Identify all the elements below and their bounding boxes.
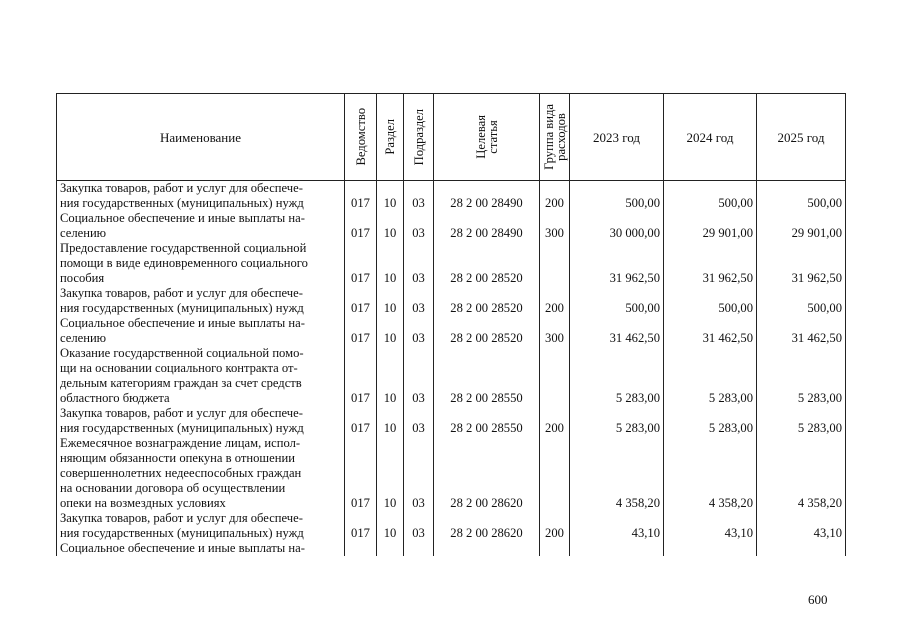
table-row xyxy=(57,241,846,286)
cell-2025: 5 283,00 xyxy=(757,346,846,406)
table-row xyxy=(57,541,846,556)
table-body xyxy=(57,181,846,557)
cell-2025: 29 901,00 xyxy=(757,211,846,241)
cell-target: 28 2 00 28520 xyxy=(434,241,540,286)
cell-2023: 500,00 xyxy=(570,286,664,316)
cell-2025 xyxy=(757,541,846,556)
cell-2025: 43,10 xyxy=(757,511,846,541)
cell-target xyxy=(434,541,540,556)
cell-dept: 017 xyxy=(345,511,377,541)
cell-name: Ежемесячное вознаграждение лицам, испол- няющим обязанности опекуна в отношении совершеннолетних недееспособных граждан на основании договора об осуществлении опеки на возмездных условиях xyxy=(57,436,345,511)
cell-2024: 29 901,00 xyxy=(664,211,757,241)
cell-2023: 31 462,50 xyxy=(570,316,664,346)
cell-dept: 017 xyxy=(345,211,377,241)
table-row xyxy=(57,181,846,212)
table-row xyxy=(57,286,846,316)
header-2024: 2024 год xyxy=(664,94,757,181)
table-row xyxy=(57,346,846,406)
cell-target: 28 2 00 28550 xyxy=(434,346,540,406)
cell-expense-group: 200 xyxy=(540,286,570,316)
header-name: Наименование xyxy=(57,94,345,181)
cell-dept: 017 xyxy=(345,436,377,511)
cell-dept: 017 xyxy=(345,406,377,436)
cell-subsection: 03 xyxy=(404,406,434,436)
cell-expense-group xyxy=(540,436,570,511)
cell-dept xyxy=(345,541,377,556)
cell-2023: 31 962,50 xyxy=(570,241,664,286)
cell-2024: 4 358,20 xyxy=(664,436,757,511)
header-section: Раздел xyxy=(377,94,404,181)
cell-2025: 500,00 xyxy=(757,286,846,316)
cell-section: 10 xyxy=(377,241,404,286)
cell-section: 10 xyxy=(377,211,404,241)
cell-dept: 017 xyxy=(345,286,377,316)
cell-dept: 017 xyxy=(345,316,377,346)
cell-name: Закупка товаров, работ и услуг для обеспече- ния государственных (муниципальных) нужд xyxy=(57,406,345,436)
cell-name: Социальное обеспечение и иные выплаты на- селению xyxy=(57,211,345,241)
cell-target: 28 2 00 28620 xyxy=(434,511,540,541)
cell-section: 10 xyxy=(377,436,404,511)
cell-expense-group xyxy=(540,241,570,286)
header-target: Целевая статья xyxy=(434,94,540,181)
cell-target: 28 2 00 28620 xyxy=(434,436,540,511)
cell-dept: 017 xyxy=(345,181,377,212)
cell-2025: 5 283,00 xyxy=(757,406,846,436)
cell-2023: 30 000,00 xyxy=(570,211,664,241)
table-row xyxy=(57,316,846,346)
cell-section: 10 xyxy=(377,511,404,541)
budget-table xyxy=(56,93,846,556)
cell-expense-group: 300 xyxy=(540,316,570,346)
cell-expense-group xyxy=(540,541,570,556)
cell-2025: 500,00 xyxy=(757,181,846,212)
cell-subsection: 03 xyxy=(404,436,434,511)
cell-2023 xyxy=(570,541,664,556)
cell-name: Предоставление государственной социальной помощи в виде единовременного социального пособия xyxy=(57,241,345,286)
cell-section: 10 xyxy=(377,406,404,436)
cell-subsection: 03 xyxy=(404,286,434,316)
header-2023: 2023 год xyxy=(570,94,664,181)
cell-section: 10 xyxy=(377,346,404,406)
header-subsection: Подраздел xyxy=(404,94,434,181)
cell-name: Оказание государственной социальной помо- щи на основании социального контракта от- дельным категориям граждан за счет средств областного бюджета xyxy=(57,346,345,406)
cell-expense-group: 300 xyxy=(540,211,570,241)
cell-section xyxy=(377,541,404,556)
cell-target: 28 2 00 28490 xyxy=(434,181,540,212)
cell-expense-group: 200 xyxy=(540,511,570,541)
cell-subsection: 03 xyxy=(404,181,434,212)
cell-2023: 5 283,00 xyxy=(570,346,664,406)
cell-2024: 43,10 xyxy=(664,511,757,541)
page-number: 600 xyxy=(808,592,828,607)
cell-name: Социальное обеспечение и иные выплаты на- селению xyxy=(57,316,345,346)
cell-section: 10 xyxy=(377,286,404,316)
cell-name: Закупка товаров, работ и услуг для обеспече- ния государственных (муниципальных) нужд xyxy=(57,286,345,316)
cell-2024: 5 283,00 xyxy=(664,406,757,436)
cell-expense-group: 200 xyxy=(540,406,570,436)
table-header-row xyxy=(57,94,846,181)
cell-2025: 4 358,20 xyxy=(757,436,846,511)
cell-target: 28 2 00 28490 xyxy=(434,211,540,241)
cell-expense-group: 200 xyxy=(540,181,570,212)
cell-2023: 43,10 xyxy=(570,511,664,541)
table-row xyxy=(57,511,846,541)
cell-subsection: 03 xyxy=(404,316,434,346)
cell-2024: 500,00 xyxy=(664,181,757,212)
header-dept: Ведомство xyxy=(345,94,377,181)
cell-2025: 31 462,50 xyxy=(757,316,846,346)
table-row xyxy=(57,406,846,436)
cell-subsection: 03 xyxy=(404,241,434,286)
cell-name: Социальное обеспечение и иные выплаты на- xyxy=(57,541,345,556)
cell-2024 xyxy=(664,541,757,556)
cell-2024: 31 962,50 xyxy=(664,241,757,286)
cell-subsection: 03 xyxy=(404,511,434,541)
table-row xyxy=(57,211,846,241)
header-expense-group: Группа вида расходов xyxy=(540,94,570,181)
cell-target: 28 2 00 28520 xyxy=(434,286,540,316)
cell-target: 28 2 00 28550 xyxy=(434,406,540,436)
cell-2023: 4 358,20 xyxy=(570,436,664,511)
header-2025: 2025 год xyxy=(757,94,846,181)
cell-2023: 500,00 xyxy=(570,181,664,212)
cell-2024: 5 283,00 xyxy=(664,346,757,406)
cell-2025: 31 962,50 xyxy=(757,241,846,286)
cell-expense-group xyxy=(540,346,570,406)
cell-section: 10 xyxy=(377,181,404,212)
cell-section: 10 xyxy=(377,316,404,346)
cell-dept: 017 xyxy=(345,346,377,406)
cell-name: Закупка товаров, работ и услуг для обеспече- ния государственных (муниципальных) нужд xyxy=(57,181,345,212)
cell-dept: 017 xyxy=(345,241,377,286)
cell-name: Закупка товаров, работ и услуг для обеспече- ния государственных (муниципальных) нужд xyxy=(57,511,345,541)
cell-subsection: 03 xyxy=(404,211,434,241)
cell-subsection xyxy=(404,541,434,556)
cell-subsection: 03 xyxy=(404,346,434,406)
cell-2023: 5 283,00 xyxy=(570,406,664,436)
cell-2024: 500,00 xyxy=(664,286,757,316)
cell-target: 28 2 00 28520 xyxy=(434,316,540,346)
cell-2024: 31 462,50 xyxy=(664,316,757,346)
table-row xyxy=(57,436,846,511)
